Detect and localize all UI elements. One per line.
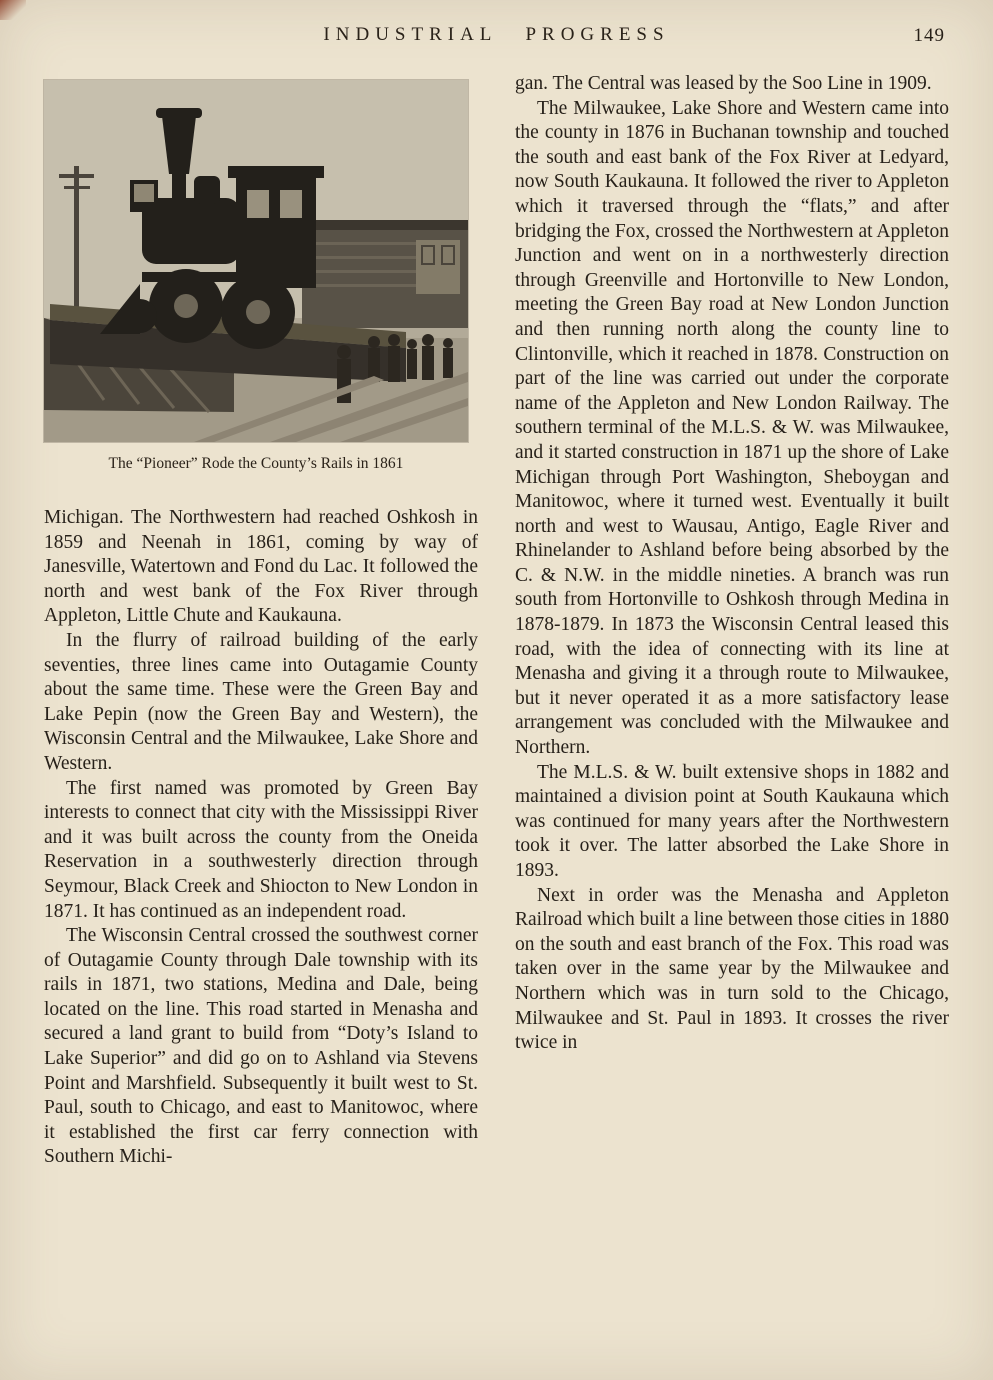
running-header-title: INDUSTRIAL PROGRESS (323, 24, 670, 45)
scan-corner-mark (0, 0, 26, 20)
paragraph: Next in order was the Menasha and Appleton Railroad which built a line between those cities in 1880 on the south and east branch of the Fox. This road was taken over in the same year by the Milwaukee and Northern which was in turn sold to the Chicago, Milwaukee and St. Paul in 1893. It crosses the river twice in (515, 884, 949, 1054)
paragraph: In the flurry of railroad building of the early seventies, three lines came into Outagamie County about the same time. These were the Green Bay and Lake Pepin (now the Green Bay and Western), the Wisconsin Central and the Milwaukee, Lake Shore and Western. (44, 629, 478, 774)
page-number: 149 (913, 25, 945, 46)
right-column-text (515, 72, 949, 1056)
paragraph: The M.L.S. & W. built extensive shops in 1882 and maintained a division point at South Kaukauna which was continued for many years after the Northwestern took it over. The latter absorbed the Lake Shore in 1893. (515, 761, 949, 881)
pioneer-locomotive-photo (44, 80, 468, 442)
paragraph: The Milwaukee, Lake Shore and Western came into the county in 1876 in Buchanan township and touched the south and east bank of the Fox River at Ledyard, now South Kaukauna. It followed the river to Appleton which it traversed through the “flats,” and after bridging the Fox, crossed the Northwestern at Appleton Junction and went on in a northwesterly direction through Greenville and Hortonville to New London, meeting the Green Bay road at New London Junction and then running north along the county line to Clintonville, which it reached in 1878. Construction on part of the line was carried out under the corporate name of the Appleton and New London Railway. The southern terminal of the M.L.S. & W. was Milwaukee, and it started construction in 1871 up the shore of Lake Michigan through Port Washington, Sheboygan and Manitowoc, where it turned west. Eventually it built north and west to Wausau, Antigo, Eagle River and Rhinelander to Ashland before being absorbed by the C. & N.W. in the middle nineties. A branch was run south from Hortonville to Oshkosh through Medina in 1878-1879. In 1873 the Wisconsin Central leased this road, with the idea of connecting with its line at Menasha and giving it a through route to Milwaukee, but it never operated it as a more satisfactory lease arrangement was concluded with the Milwaukee and Northern. (515, 97, 949, 759)
paragraph: Michigan. The Northwestern had reached Oshkosh in 1859 and Neenah in 1861, coming by way of Janesville, Watertown and Fond du Lac. It followed the north and west bank of the Fox River through Appleton, Little Chute and Kaukauna. (44, 507, 478, 627)
running-header (44, 24, 949, 52)
page-content (44, 72, 949, 1170)
left-column-text (44, 506, 478, 1170)
locomotive-illustration (44, 80, 468, 442)
photo-caption: The “Pioneer” Rode the County’s Rails in 1861 (108, 455, 404, 472)
railcar-icon (296, 220, 468, 328)
paragraph: gan. The Central was leased by the Soo Line in 1909. (515, 73, 932, 94)
paragraph: The first named was promoted by Green Bay interests to connect that city with the Mississippi River and it was built across the county from the Oneida Reservation in a southwesterly direction through Seymour, Black Creek and Shiocton to New London in 1871. It has continued as an independent road. (44, 777, 478, 922)
paragraph: The Wisconsin Central crossed the southwest corner of Outagamie County through Dale township with its rails in 1871, two stations, Medina and Dale, being located on the line. This road started in Menasha and secured a land grant to build from “Doty’s Island to Lake Superior” and did go on to Ashland via Stevens Point and Marshfield. Subsequently it built west to St. Paul, south to Chicago, and east to Manitowoc, where it established the first car ferry connection with Southern Michi- (44, 925, 478, 1168)
right-column (515, 72, 949, 1170)
left-column (44, 72, 478, 1170)
